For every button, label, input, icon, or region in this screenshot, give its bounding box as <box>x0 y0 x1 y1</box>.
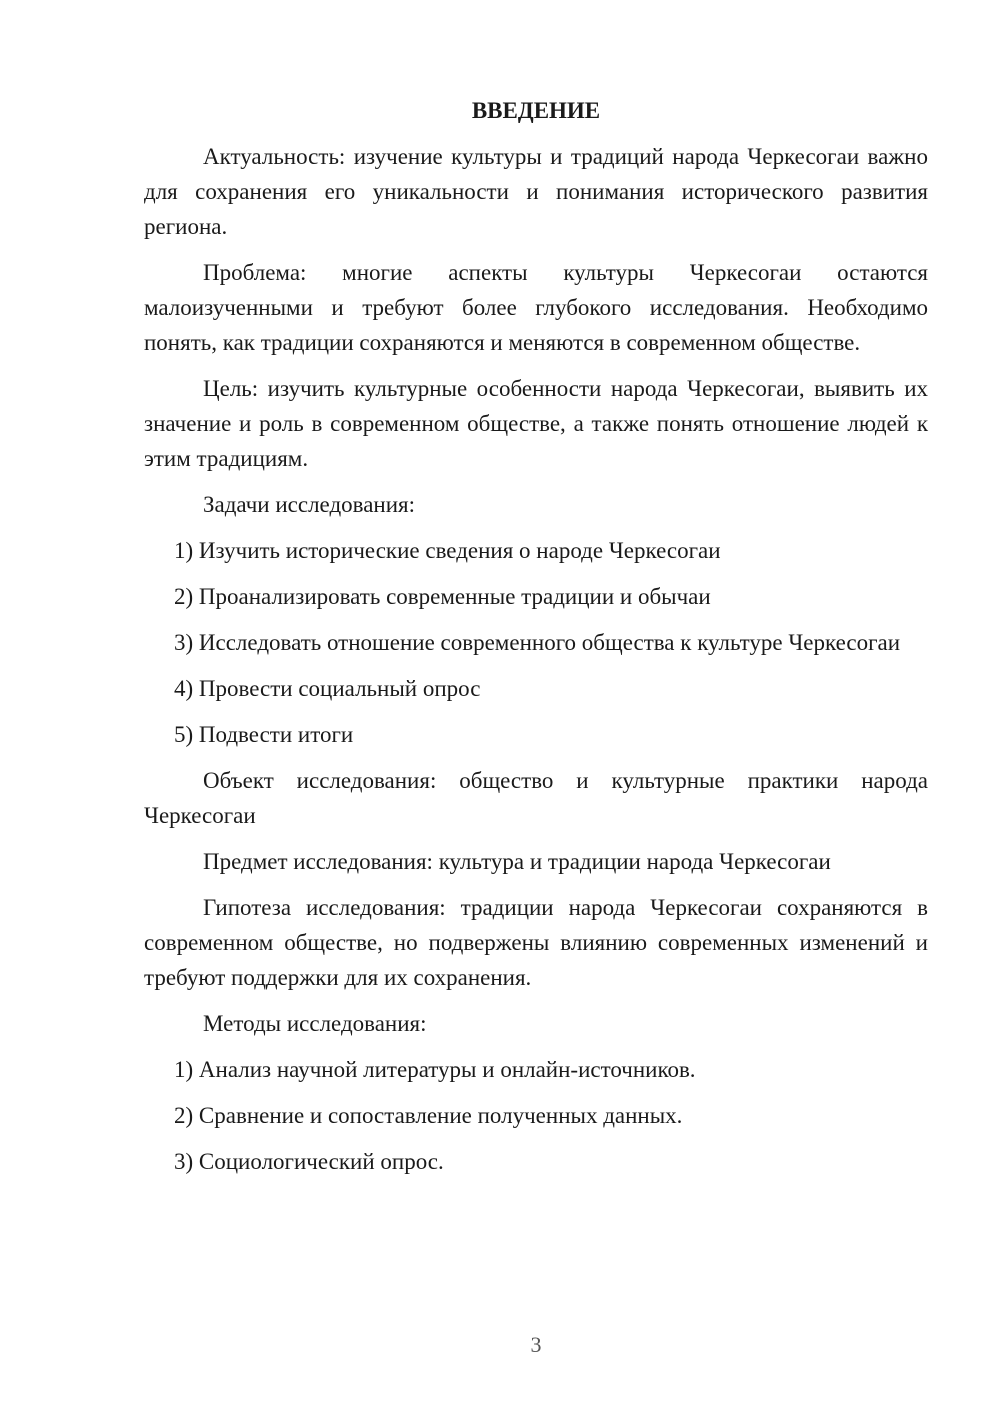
subject-paragraph: Предмет исследования: культура и традиции народа Черкесогаи <box>203 849 831 874</box>
problem-paragraph: Проблема: многие аспекты культуры Черкесогаи остаются малоизученными и требуют более глубокого исследования. Необходимо понять, как традиции сохраняются и меняются в современном обществе. <box>144 260 928 355</box>
hypothesis-paragraph: Гипотеза исследования: традиции народа Черкесогаи сохраняются в современном обществе, но подвержены влиянию современных изменений и требуют поддержки для их сохранения. <box>144 895 928 990</box>
goal-paragraph: Цель: изучить культурные особенности народа Черкесогаи, выявить их значение и роль в современном обществе, а также понять отношение людей к этим традициям. <box>144 376 928 471</box>
task-item: 4) Провести социальный опрос <box>174 676 481 701</box>
method-item: 1) Анализ научной литературы и онлайн-источников. <box>174 1057 696 1082</box>
task-item: 2) Проанализировать современные традиции и обычаи <box>174 584 711 609</box>
method-item: 3) Социологический опрос. <box>174 1149 444 1174</box>
page-number: 3 <box>530 1332 542 1357</box>
document-page <box>144 93 928 1190</box>
task-item: 1) Изучить исторические сведения о народе Черкесогаи <box>174 538 721 563</box>
relevance-paragraph: Актуальность: изучение культуры и традиций народа Черкесогаи важно для сохранения его уникальности и понимания исторического развития региона. <box>144 144 928 239</box>
methods-list <box>144 1052 928 1179</box>
task-item: 5) Подвести итоги <box>174 722 354 747</box>
object-paragraph: Объект исследования: общество и культурные практики народа Черкесогаи <box>144 768 928 828</box>
methods-title: Методы исследования: <box>203 1011 427 1036</box>
task-item: 3) Исследовать отношение современного общества к культуре Черкесогаи <box>174 630 901 655</box>
method-item: 2) Сравнение и сопоставление полученных данных. <box>174 1103 683 1128</box>
section-heading: ВВЕДЕНИЕ <box>471 98 601 123</box>
tasks-title: Задачи исследования: <box>203 492 416 517</box>
tasks-list <box>144 533 928 752</box>
